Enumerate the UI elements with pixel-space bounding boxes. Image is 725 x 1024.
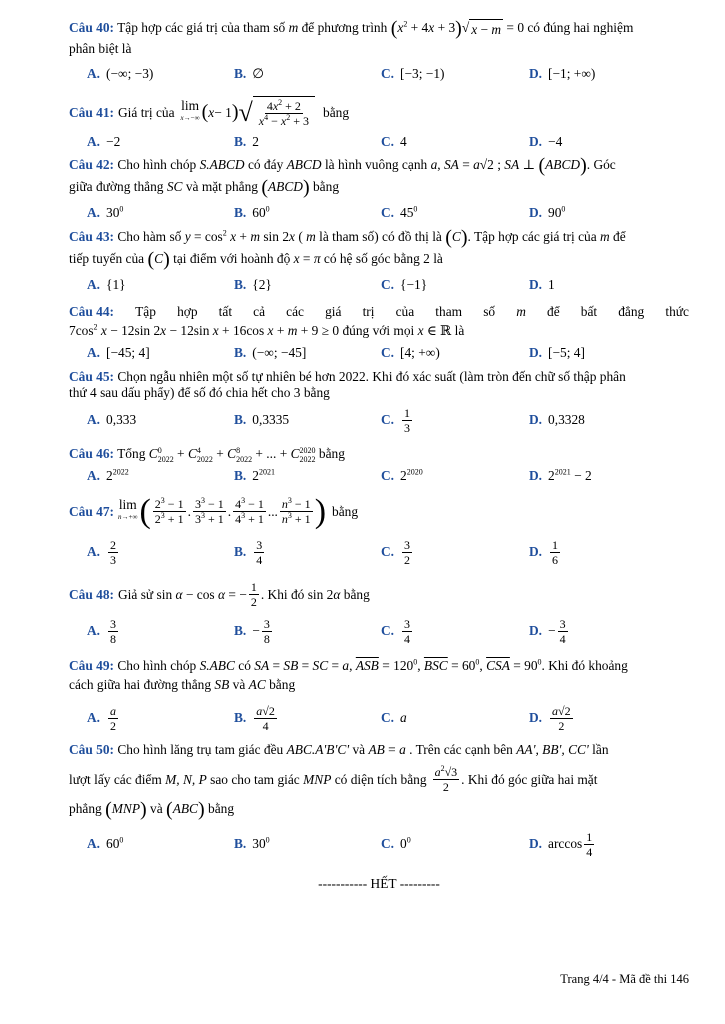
option-c[interactable]: C. $2^{2020}$	[381, 467, 423, 483]
question-40	[69, 18, 689, 58]
option-a[interactable]: A. $60^0$	[87, 835, 124, 851]
question-number: Câu 48:	[69, 586, 115, 602]
options-43	[87, 267, 687, 303]
question-number: Câu 41:	[69, 104, 115, 120]
end-marker: ----------- HẾT ---------	[318, 876, 440, 891]
option-a[interactable]: A. $\frac{3}{8}$	[87, 616, 117, 646]
option-d[interactable]: D. −4	[529, 134, 563, 149]
option-c[interactable]: C. [4; +∞)	[381, 345, 440, 360]
question-number: Câu 47:	[69, 503, 115, 519]
option-d[interactable]: D. $90^0$	[529, 204, 566, 220]
option-d[interactable]: D. [−1; +∞)	[529, 66, 596, 81]
option-b[interactable]: B. $60^0$	[234, 204, 270, 220]
question-number: Câu 43:	[69, 229, 115, 244]
options-47	[87, 534, 687, 570]
options-45	[87, 402, 687, 438]
question-45: Câu 45: Chọn ngẫu nhiên một số tự nhiên bé hơn 2022. Khi đó xác suất (làm tròn đến chữ số thập phân thứ 4 sau dấu phẩy) để số đó chia hết cho 3 bằng	[69, 369, 626, 400]
option-c[interactable]: C. $0^0$	[381, 835, 411, 851]
question-number: Câu 46:	[69, 446, 115, 461]
question-48: Câu 48: Giả sử sin α − cos α = − $\frac{1}{2}$ . Khi đó sin 2α bằng	[69, 579, 370, 609]
option-b[interactable]: B. {2}	[234, 277, 272, 292]
option-c[interactable]: C. {−1}	[381, 277, 428, 292]
options-50	[87, 826, 687, 862]
question-number: Câu 44:	[69, 304, 115, 319]
option-a[interactable]: A. 0,333	[87, 412, 137, 427]
option-d[interactable]: D. [−5; 4]	[529, 345, 585, 360]
option-d[interactable]: D. − $\frac{3}{4}$	[529, 616, 566, 646]
option-d[interactable]: D. $\frac{a√2}{2}$	[529, 703, 571, 733]
option-a[interactable]: A. $\frac{a}{2}$	[87, 703, 117, 733]
limit-expression: lim x→−∞ ( x − 1 ) √ $\frac{4x^2 + 2}{x^4 - x^2 + 3}$	[181, 96, 315, 128]
option-a[interactable]: A. [−45; 4]	[87, 345, 150, 360]
question-47: Câu 47: lim n→+∞ ( $\frac{2^3 - 1}{2^3 + 1}$ . $\frac{3^3 - 1}{3^3 + 1}$ . $\frac{4^3 - 1}{4^3 + 1}$ ... $\frac{n^3 - 1}{n^3 + 1}$ ) bằng	[69, 492, 359, 530]
option-a[interactable]: A. (−∞; −3)	[87, 66, 154, 81]
question-46: Câu 46: Tổng C 0 2022 + C 4 2022 + C 8 2022 + ... + C 2020 2022 bằng	[69, 445, 345, 464]
question-50: Câu 50: Cho hình lăng trụ tam giác đều ABC.A'B'C' và AB = a . Trên các cạnh bên AA', BB', CC' lần lượt lấy các điểm M, N, P sao cho tam giác MNP có diện tích bằng $\frac{a^2√3}{2}$ . Khi đó góc giữa hai mặt phẳng (MNP) và (ABC) bằng	[69, 742, 609, 821]
options-44	[87, 335, 687, 371]
option-a[interactable]: A. $\frac{2}{3}$	[87, 537, 117, 567]
option-b[interactable]: B. (−∞; −45]	[234, 345, 307, 360]
option-c[interactable]: C. $\frac{3}{4}$	[381, 616, 411, 646]
option-a[interactable]: A. $30^0$	[87, 204, 124, 220]
option-a[interactable]: A. {1}	[87, 277, 126, 292]
option-d[interactable]: D. 1	[529, 277, 555, 292]
options-42	[87, 195, 687, 231]
question-49: Câu 49: Cho hình chóp S.ABC có SA = SB = SC = a, $\overline{ASB} = 120^0$, $\overline{BSC} = 60^0$, $\overline{CSA} = 90^0$. Khi đó khoảng cách giữa hai đường thẳng SB và AC bằng	[69, 657, 628, 692]
question-number: Câu 49:	[69, 658, 115, 673]
option-c[interactable]: C. [−3; −1)	[381, 66, 445, 81]
option-b[interactable]: B. $2^{2021}$	[234, 467, 275, 483]
options-49	[87, 700, 687, 736]
question-number: Câu 50:	[69, 742, 115, 757]
option-b[interactable]: B. $\frac{3}{4}$	[234, 537, 263, 567]
option-c[interactable]: C. $45^0$	[381, 204, 418, 220]
limit-product: lim n→+∞ ( $\frac{2^3 - 1}{2^3 + 1}$ . $\frac{3^3 - 1}{3^3 + 1}$ . $\frac{4^3 - 1}{4^3 + 1}$ ... $\frac{n^3 - 1}{n^3 + 1}$ )	[118, 492, 327, 530]
question-number: Câu 42:	[69, 157, 115, 172]
option-d[interactable]: D. $\frac{1}{6}$	[529, 537, 559, 567]
option-a[interactable]: A. −2	[87, 134, 121, 149]
page-footer: Trang 4/4 - Mã đề thi 146	[560, 972, 689, 986]
binomial-sum: C 0 2022 + C 4 2022 + C 8 2022 + ... + C 2020 2022	[148, 445, 316, 464]
option-d[interactable]: D. 0,3328	[529, 412, 585, 427]
option-b[interactable]: B. − $\frac{3}{8}$	[234, 616, 270, 646]
option-b[interactable]: B. $30^0$	[234, 835, 270, 851]
option-b[interactable]: B. 0,3335	[234, 412, 290, 427]
option-c[interactable]: C. a	[381, 710, 407, 725]
options-48	[87, 613, 687, 649]
question-40-line1: Câu 40: Tập hợp các giá trị của tham số m để phương trình $(x^2 + 4x + 3)√$ x − m = 0 có đúng hai nghiệm	[69, 17, 634, 40]
question-43: Câu 43: Cho hàm số $y = \cos^2 x + m$ sin 2x ( m là tham số) có đồ thị là (C). Tập hợp các giá trị của m để tiếp tuyến của (C) tại điểm với hoành độ x = π có hệ số góc bằng 2 là	[69, 226, 626, 271]
option-b[interactable]: B. $\frac{a√2}{4}$	[234, 703, 275, 733]
question-42: Câu 42: Cho hình chóp S.ABCD có đáy ABCD là hình vuông cạnh a, SA = a√2 ; SA ⊥ (ABCD). Góc giữa đường thẳng SC và mặt phẳng (ABCD) bằng	[69, 154, 616, 199]
options-40	[87, 56, 687, 92]
question-41: Câu 41: Giá trị của lim x→−∞ ( x − 1 ) √ $\frac{4x^2 + 2}{x^4 - x^2 + 3}$ bằng	[69, 97, 350, 128]
option-c[interactable]: C. $\frac{3}{2}$	[381, 537, 411, 567]
option-b[interactable]: B. 2	[234, 134, 259, 149]
question-number: Câu 40:	[69, 20, 115, 35]
option-b[interactable]: B. ∅	[234, 66, 264, 81]
question-40-line2: phân biệt là	[69, 40, 132, 56]
option-d[interactable]: D. $2^{2021} - 2$	[529, 467, 592, 483]
question-number: Câu 45:	[69, 369, 115, 384]
option-c[interactable]: C. $\frac{1}{3}$	[381, 405, 411, 435]
question-44: Câu 44: Tập hợp tất cả các giá trị của tham số m để bất đẳng thức $7\cos^2$ x − 12sin 2x − 12sin x + 16cos x + m + 9 ≥ 0 đúng với mọi x ∈ ℝ là	[69, 304, 689, 338]
option-c[interactable]: C. 4	[381, 134, 407, 149]
option-a[interactable]: A. $2^{2022}$	[87, 467, 129, 483]
option-d[interactable]: D. arccos $\frac{1}{4}$	[529, 829, 593, 859]
